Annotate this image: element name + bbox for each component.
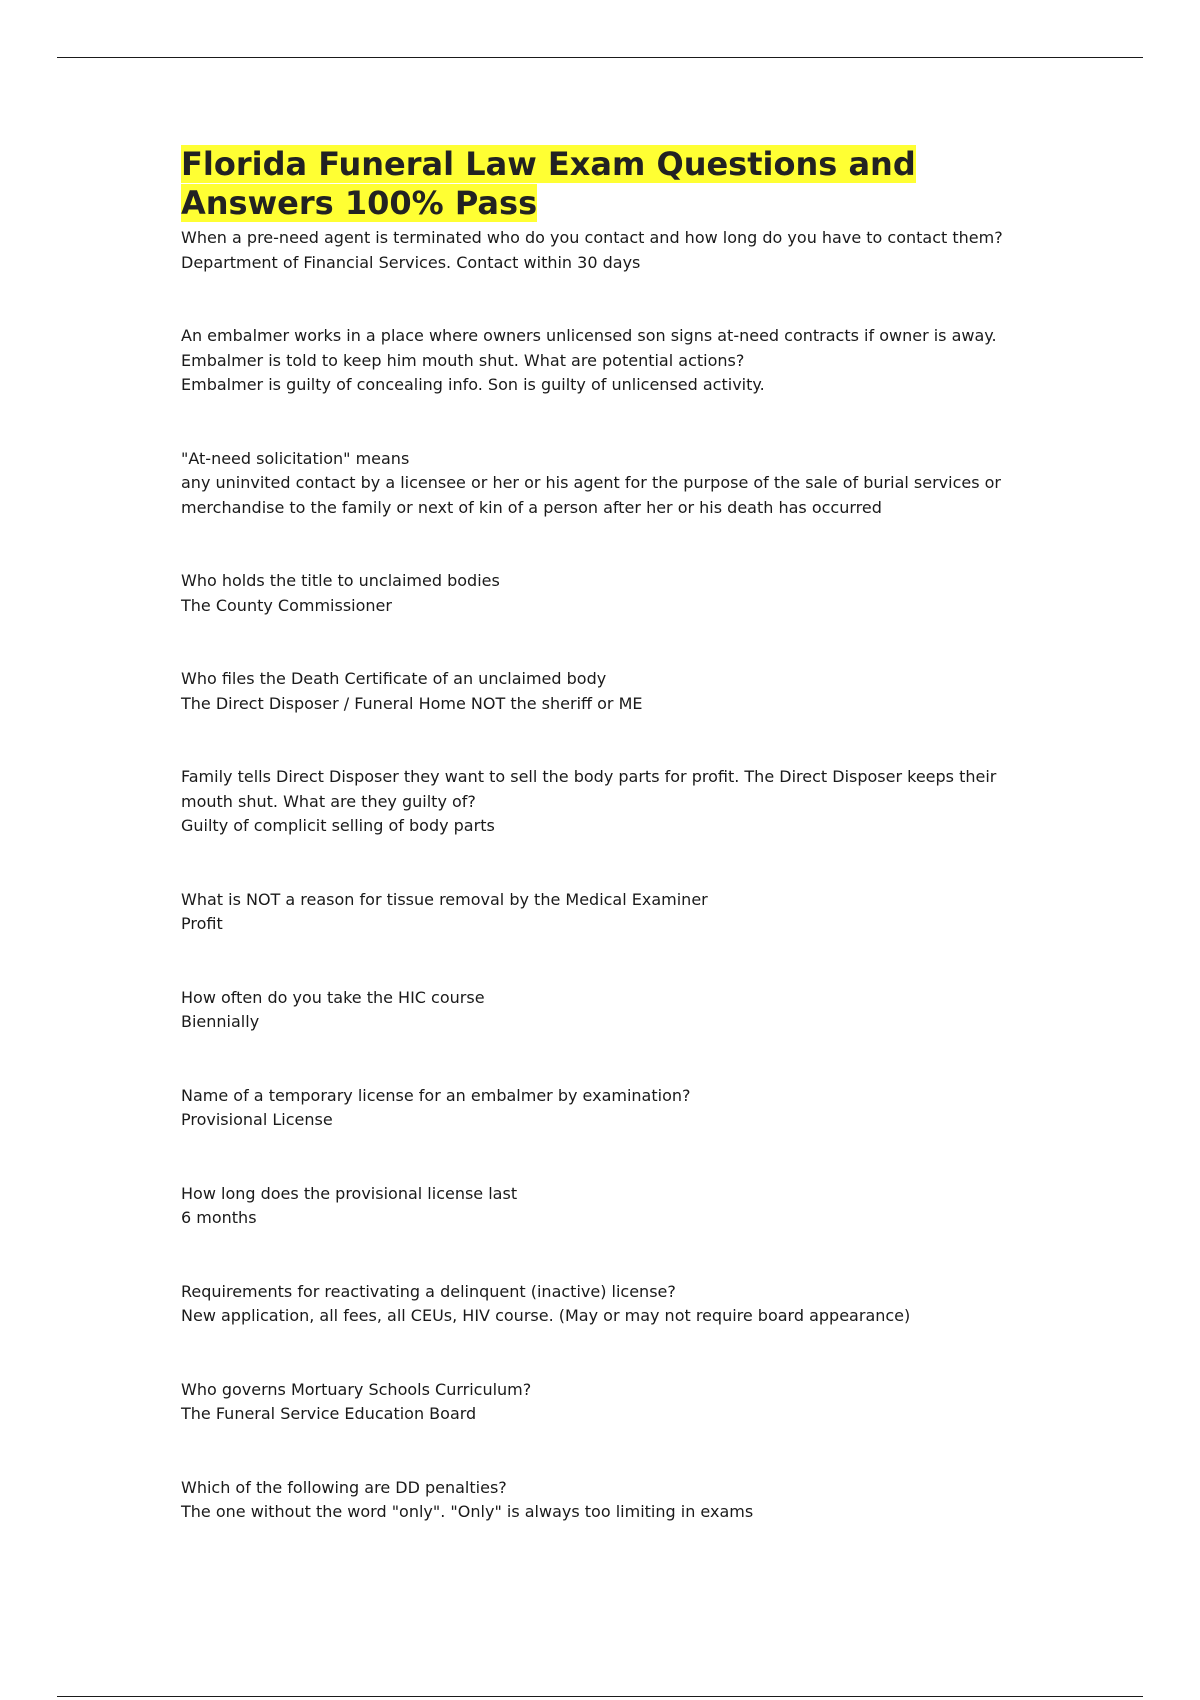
answer-text: any uninvited contact by a licensee or her or his agent for the purpose of the sale of burial services or merchandise to the family or next of kin of a person after her or his death has occurred bbox=[181, 473, 1001, 517]
answer-text: Profit bbox=[181, 914, 223, 933]
document-body bbox=[181, 145, 1051, 1525]
answer-text: The County Commissioner bbox=[181, 595, 392, 615]
answer-text: Guilty of complicit selling of body parts bbox=[181, 816, 495, 835]
answer-text: New application, all fees, all CEUs, HIV course. (May or may not require board appearance) bbox=[181, 1306, 911, 1325]
question-text: Who holds the title to unclaimed bodies bbox=[181, 571, 500, 590]
question-text: An embalmer works in a place where owners unlicensed son signs at-need contracts if owner is away. Embalmer is told to keep him mouth shut. What are potential actions? bbox=[181, 326, 997, 370]
question-text: Who files the Death Certificate of an unclaimed body bbox=[181, 669, 607, 688]
question-text: Family tells Direct Disposer they want to sell the body parts for profit. The Direct Disposer keeps their mouth shut. What are they guilty of? bbox=[181, 767, 997, 811]
qa-item bbox=[181, 569, 1051, 618]
qa-item bbox=[181, 1280, 1051, 1329]
qa-item bbox=[181, 324, 1051, 398]
question-text: Which of the following are DD penalties? bbox=[181, 1477, 507, 1497]
question-text: When a pre-need agent is terminated who do you contact and how long do you have to contact them? bbox=[181, 228, 1003, 247]
question-text: Name of a temporary license for an embalmer by examination? bbox=[181, 1085, 691, 1105]
document-title bbox=[181, 145, 1051, 223]
qa-item bbox=[181, 986, 1051, 1035]
qa-item bbox=[181, 1084, 1051, 1133]
top-rule bbox=[57, 57, 1143, 58]
question-text: "At-need solicitation" means bbox=[181, 448, 410, 468]
answer-text: Biennially bbox=[181, 1012, 260, 1031]
question-text: How often do you take the HIC course bbox=[181, 987, 485, 1007]
answer-text: The Funeral Service Education Board bbox=[181, 1404, 477, 1423]
answer-text: 6 months bbox=[181, 1208, 257, 1227]
qa-item bbox=[181, 888, 1051, 937]
qa-item bbox=[181, 226, 1051, 275]
qa-item bbox=[181, 765, 1051, 839]
question-text: How long does the provisional license last bbox=[181, 1183, 518, 1203]
answer-text: The Direct Disposer / Funeral Home NOT the sheriff or ME bbox=[181, 693, 643, 713]
answer-text: Embalmer is guilty of concealing info. Son is guilty of unlicensed activity. bbox=[181, 375, 765, 394]
title-highlight: Florida Funeral Law Exam Questions and Answers 100% Pass bbox=[181, 145, 916, 222]
answer-text: Department of Financial Services. Contact within 30 days bbox=[181, 252, 641, 272]
qa-list bbox=[181, 226, 1051, 1525]
qa-item bbox=[181, 1378, 1051, 1427]
answer-text: The one without the word "only". "Only" is always too limiting in exams bbox=[181, 1502, 754, 1521]
qa-item bbox=[181, 1182, 1051, 1231]
qa-item bbox=[181, 447, 1051, 521]
bottom-rule bbox=[57, 1696, 1143, 1697]
question-text: What is NOT a reason for tissue removal by the Medical Examiner bbox=[181, 889, 708, 909]
answer-text: Provisional License bbox=[181, 1110, 333, 1129]
qa-item bbox=[181, 1476, 1051, 1525]
qa-item bbox=[181, 667, 1051, 716]
question-text: Who governs Mortuary Schools Curriculum? bbox=[181, 1379, 532, 1399]
question-text: Requirements for reactivating a delinquent (inactive) license? bbox=[181, 1281, 676, 1301]
